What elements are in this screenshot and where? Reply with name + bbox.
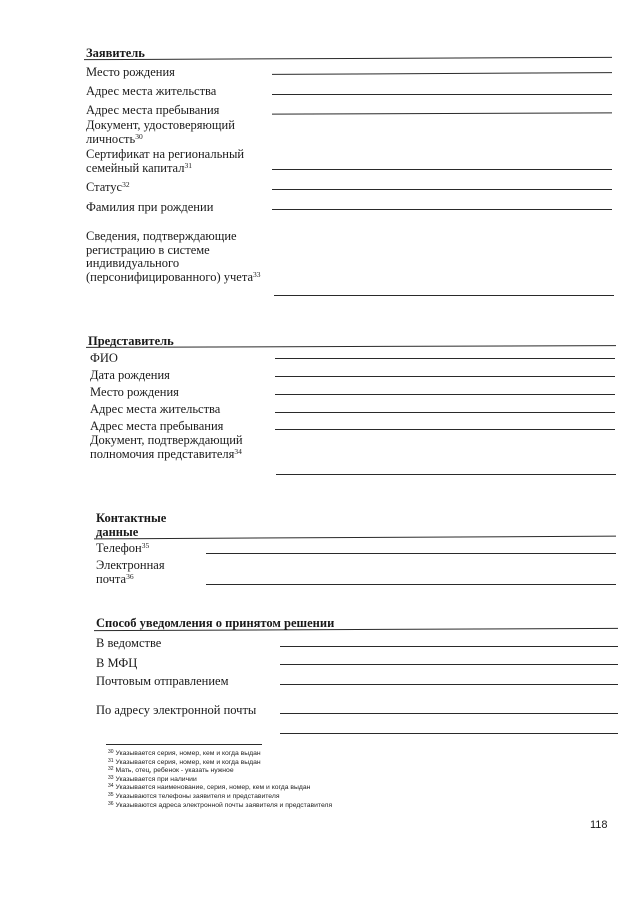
representative-stay-label: Адрес места пребывания: [90, 419, 224, 433]
applicant-certificate-label: Сертификат на региональный семейный капитал$^{31}$: [86, 147, 245, 175]
footnote-31: $^{31}$ Указывается серия, номер, кем и когда выдан: [108, 757, 261, 766]
applicant-registration-field[interactable]: [274, 295, 614, 296]
applicant-status-label: Статус$^{32}$: [86, 180, 130, 194]
notification-heading: Способ уведомления о принятом решении: [96, 616, 335, 630]
representative-birth-date-label: Дата рождения: [90, 368, 170, 382]
applicant-birth-surname-field[interactable]: [272, 209, 612, 210]
footnote-ref-31: 31: [184, 160, 192, 170]
notification-department-field[interactable]: [280, 646, 618, 647]
representative-fio-field[interactable]: [275, 358, 615, 359]
notification-option-email: По адресу электронной почты: [96, 703, 257, 717]
footnote-ref-34: 34: [234, 446, 242, 456]
applicant-birth-place-field[interactable]: [272, 72, 612, 75]
contacts-heading-underline: [94, 536, 616, 540]
representative-stay-field[interactable]: [275, 429, 615, 430]
applicant-registration-label: Сведения, подтверждающие регистрацию в системе индивидуального (персонифицированного) учета$^{33}$: [86, 229, 261, 284]
footnote-34: $^{34}$ Указывается наименование, серия, номер, кем и когда выдан: [108, 783, 311, 792]
representative-authority-document-label: Документ, подтверждающий полномочия представителя$^{34}$: [90, 433, 243, 461]
footnote-32: $^{32}$ Мать, отец, ребенок - указать нужное: [108, 766, 234, 775]
footnote-ref-33: 33: [253, 269, 261, 279]
notification-mail-field[interactable]: [280, 684, 618, 685]
applicant-heading: Заявитель: [86, 46, 145, 60]
representative-birth-place-field[interactable]: [275, 394, 615, 395]
footnote-30: $^{30}$ Указывается серия, номер, кем и когда выдан: [108, 749, 261, 757]
applicant-stay-label: Адрес места пребывания: [86, 103, 220, 117]
contacts-heading: Контактные данные: [96, 511, 167, 539]
footnote-35: $^{35}$ Указываются телефоны заявителя и представителя: [108, 791, 280, 800]
footnote-33: $^{33}$ Указывается при наличии: [108, 774, 197, 783]
contacts-phone-label: Телефон$^{35}$: [96, 541, 150, 555]
contacts-email-field[interactable]: [206, 584, 616, 585]
notification-email-field[interactable]: [280, 713, 618, 714]
contacts-phone-field[interactable]: [206, 553, 616, 554]
footnote-36: $^{36}$ Указываются адреса электронной почты заявителя и представителя: [108, 800, 333, 809]
footnote-separator: [106, 744, 262, 745]
applicant-residence-field[interactable]: [272, 94, 612, 95]
notification-option-mail: Почтовым отправлением: [96, 674, 229, 688]
applicant-birth-surname-label: Фамилия при рождении: [86, 200, 214, 214]
representative-residence-field[interactable]: [275, 412, 615, 413]
contacts-email-label: Электронная почта$^{36}$: [96, 558, 165, 586]
notification-option-department: В ведомстве: [96, 636, 162, 650]
notification-mfc-field[interactable]: [280, 664, 618, 665]
applicant-residence-label: Адрес места жительства: [86, 84, 217, 98]
representative-fio-label: ФИО: [90, 351, 118, 365]
applicant-heading-underline: [84, 57, 612, 60]
footnote-ref-32: 32: [122, 180, 130, 189]
footnote-ref-30: 30: [135, 131, 143, 141]
representative-birth-place-label: Место рождения: [90, 385, 179, 399]
footnotes-list: [108, 750, 332, 810]
applicant-birth-place-label: Место рождения: [86, 65, 175, 79]
representative-heading: Представитель: [88, 334, 174, 348]
applicant-stay-field[interactable]: [272, 112, 612, 114]
applicant-status-field[interactable]: [272, 189, 612, 190]
applicant-certificate-field[interactable]: [272, 169, 612, 170]
footnote-ref-36: 36: [126, 571, 134, 581]
applicant-identity-document-label: Документ, удостоверяющий личность$^{30}$: [86, 118, 235, 146]
representative-authority-document-field[interactable]: [276, 474, 616, 475]
representative-birth-date-field[interactable]: [275, 376, 615, 377]
notification-option-mfc: В МФЦ: [96, 656, 138, 670]
footnote-ref-35: 35: [141, 541, 150, 550]
representative-residence-label: Адрес места жительства: [90, 402, 221, 416]
page-number: 118: [590, 819, 608, 831]
notification-email-field-extra[interactable]: [280, 733, 618, 734]
